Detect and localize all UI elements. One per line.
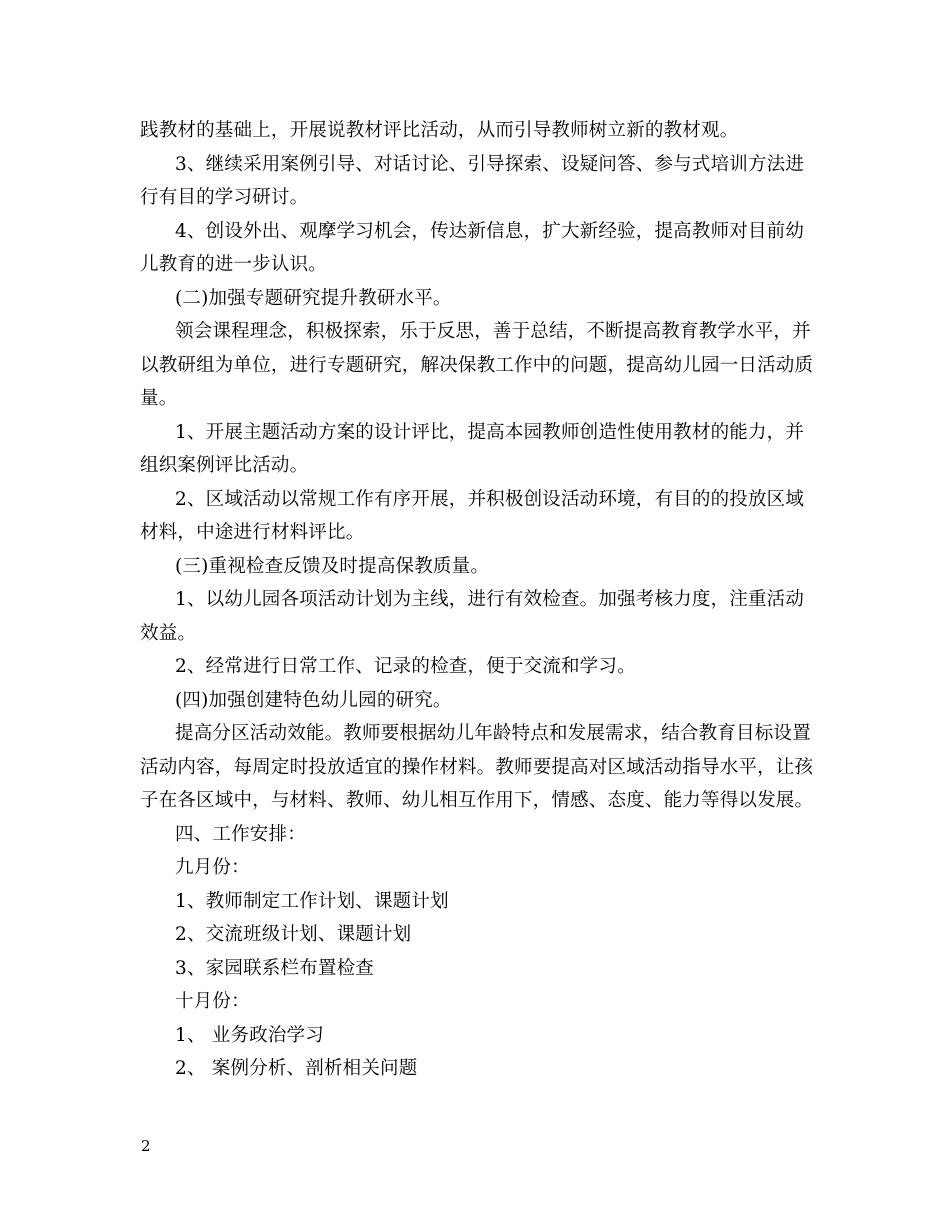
text-line: (二)加强专题研究提升教研水平。 <box>175 287 452 309</box>
document-body <box>140 114 820 1086</box>
page-number: 2 <box>141 1137 151 1155</box>
text-line: 十月份： <box>175 991 250 1012</box>
text-line: 量。 <box>140 388 178 409</box>
text-line: 材料，中途进行材料评比。 <box>140 522 365 543</box>
text-line: 践教材的基础上，开展说教材评比活动，从而引导教师树立新的教材观。 <box>140 120 739 141</box>
text-line: 3、家园联系栏布置检查 <box>175 957 374 979</box>
text-line: 2、 案例分析、剖析相关问题 <box>175 1058 418 1079</box>
text-line: 2、交流班级计划、课题计划 <box>175 924 412 945</box>
text-line: 3、继续采用案例引导、对话讨论、引导探索、设疑问答、参与式培训方法进 <box>175 153 805 175</box>
text-line: 四、工作安排： <box>175 823 306 845</box>
text-line: 儿教育的进一步认识。 <box>140 254 328 275</box>
text-line: 以教研组为单位，进行专题研究，解决保教工作中的问题，提高幼儿园一日活动质 <box>140 354 814 376</box>
text-line: 提高分区活动效能。教师要根据幼儿年龄特点和发展需求，结合教育目标设置 <box>175 723 811 744</box>
text-line: 1、以幼儿园各项活动计划为主线，进行有效检查。加强考核力度，注重活动 <box>175 589 805 610</box>
text-line: (三)重视检查反馈及时提高保教质量。 <box>175 555 490 577</box>
text-line: 4、创设外出、观摩学习机会，传达新信息，扩大新经验，提高教师对目前幼 <box>175 220 805 242</box>
text-line: 活动内容，每周定时投放适宜的操作材料。教师要提高对区域活动指导水平，让孩 <box>140 756 814 778</box>
text-line: 2、区域活动以常规工作有序开展，并积极创设活动环境，有目的的投放区域 <box>175 488 805 510</box>
text-line: 领会课程理念，积极探索，乐于反思，善于总结，不断提高教育教学水平，并 <box>175 321 811 342</box>
text-line: 组织案例评比活动。 <box>140 455 309 476</box>
text-line: 子在各区域中，与材料、教师、幼儿相互作用下，情感、态度、能力等得以发展。 <box>140 790 814 811</box>
text-line: 1、 业务政治学习 <box>175 1024 324 1046</box>
text-line: 2、经常进行日常工作、记录的检查，便于交流和学习。 <box>175 656 636 677</box>
text-line: (四)加强创建特色幼儿园的研究。 <box>175 689 452 711</box>
text-line: 行有目的学习研讨。 <box>140 187 309 208</box>
text-line: 1、开展主题活动方案的设计评比，提高本园教师创造性使用教材的能力，并 <box>175 421 805 443</box>
text-line: 九月份： <box>175 857 250 878</box>
text-line: 1、教师制定工作计划、课题计划 <box>175 890 449 912</box>
text-line: 效益。 <box>140 622 197 644</box>
